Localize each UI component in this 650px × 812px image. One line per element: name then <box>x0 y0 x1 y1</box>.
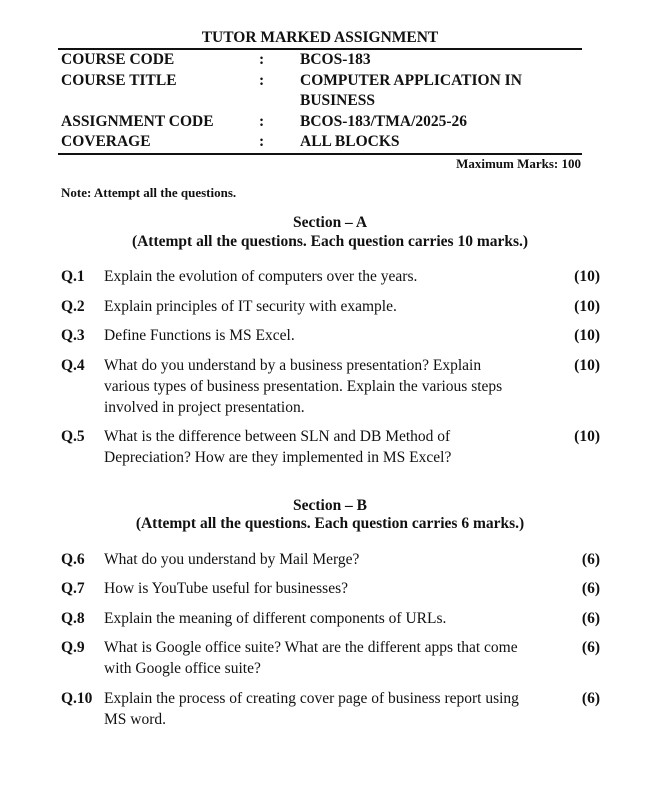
question-marks: (10) <box>574 357 600 374</box>
question-marks: (6) <box>581 580 600 597</box>
section-b-instruction: (Attempt all the questions. Each question carries 6 marks.) <box>135 515 525 532</box>
header-value: ALL BLOCKS <box>300 133 400 150</box>
question-number: Q.2 <box>61 298 85 315</box>
question-text: How is YouTube useful for businesses? <box>104 580 348 597</box>
header-separator: : <box>259 72 265 89</box>
question-marks: (10) <box>574 327 600 344</box>
question-text: Explain the meaning of different components of URLs. <box>104 610 447 627</box>
question-marks: (6) <box>581 690 600 707</box>
question-number: Q.7 <box>61 580 85 597</box>
question-marks: (6) <box>581 551 600 568</box>
header-bottom-rule <box>58 153 582 155</box>
section-a-instruction: (Attempt all the questions. Each question carries 10 marks.) <box>131 233 529 250</box>
question-text: Explain the process of creating cover page of business report using MS word. <box>104 690 519 728</box>
question-number: Q.1 <box>61 268 85 285</box>
question-number: Q.4 <box>61 357 85 374</box>
header-value: BCOS-183 <box>300 51 371 68</box>
document-title: TUTOR MARKED ASSIGNMENT <box>201 29 439 46</box>
question-marks: (6) <box>581 610 600 627</box>
header-value: COMPUTER APPLICATION IN BUSINESS <box>300 72 522 109</box>
question-number: Q.10 <box>61 690 93 707</box>
question-marks: (10) <box>574 268 600 285</box>
header-label: COVERAGE <box>61 133 151 150</box>
question-number: Q.6 <box>61 551 85 568</box>
header-label: COURSE CODE <box>61 51 175 68</box>
header-separator: : <box>259 113 265 130</box>
section-b-title: Section – B <box>292 497 368 514</box>
section-a-title: Section – A <box>292 214 368 231</box>
header-label: ASSIGNMENT CODE <box>61 113 214 130</box>
question-marks: (10) <box>574 298 600 315</box>
question-text: Explain the evolution of computers over the years. <box>104 268 418 285</box>
question-number: Q.9 <box>61 639 85 656</box>
question-text: What is Google office suite? What are the different apps that come with Google office suite? <box>104 639 518 677</box>
note: Note: Attempt all the questions. <box>61 185 237 200</box>
question-text: What do you understand by a business presentation? Explain various types of business presentation. Explain the various steps involved in project presentation. <box>104 357 503 416</box>
question-number: Q.8 <box>61 610 85 627</box>
header-value: BCOS-183/TMA/2025-26 <box>300 113 468 130</box>
question-number: Q.5 <box>61 428 85 445</box>
question-text: Define Functions is MS Excel. <box>104 327 295 344</box>
question-marks: (10) <box>574 428 600 445</box>
maximum-marks: Maximum Marks: 100 <box>456 156 581 171</box>
question-text: What do you understand by Mail Merge? <box>104 551 360 568</box>
question-text: Explain principles of IT security with example. <box>104 298 397 315</box>
question-number: Q.3 <box>61 327 85 344</box>
header-separator: : <box>259 133 265 150</box>
question-text: What is the difference between SLN and DB Method of Depreciation? How are they implemented in MS Excel? <box>104 428 452 466</box>
header-separator: : <box>259 51 265 68</box>
question-marks: (6) <box>581 639 600 656</box>
header-label: COURSE TITLE <box>61 72 177 89</box>
